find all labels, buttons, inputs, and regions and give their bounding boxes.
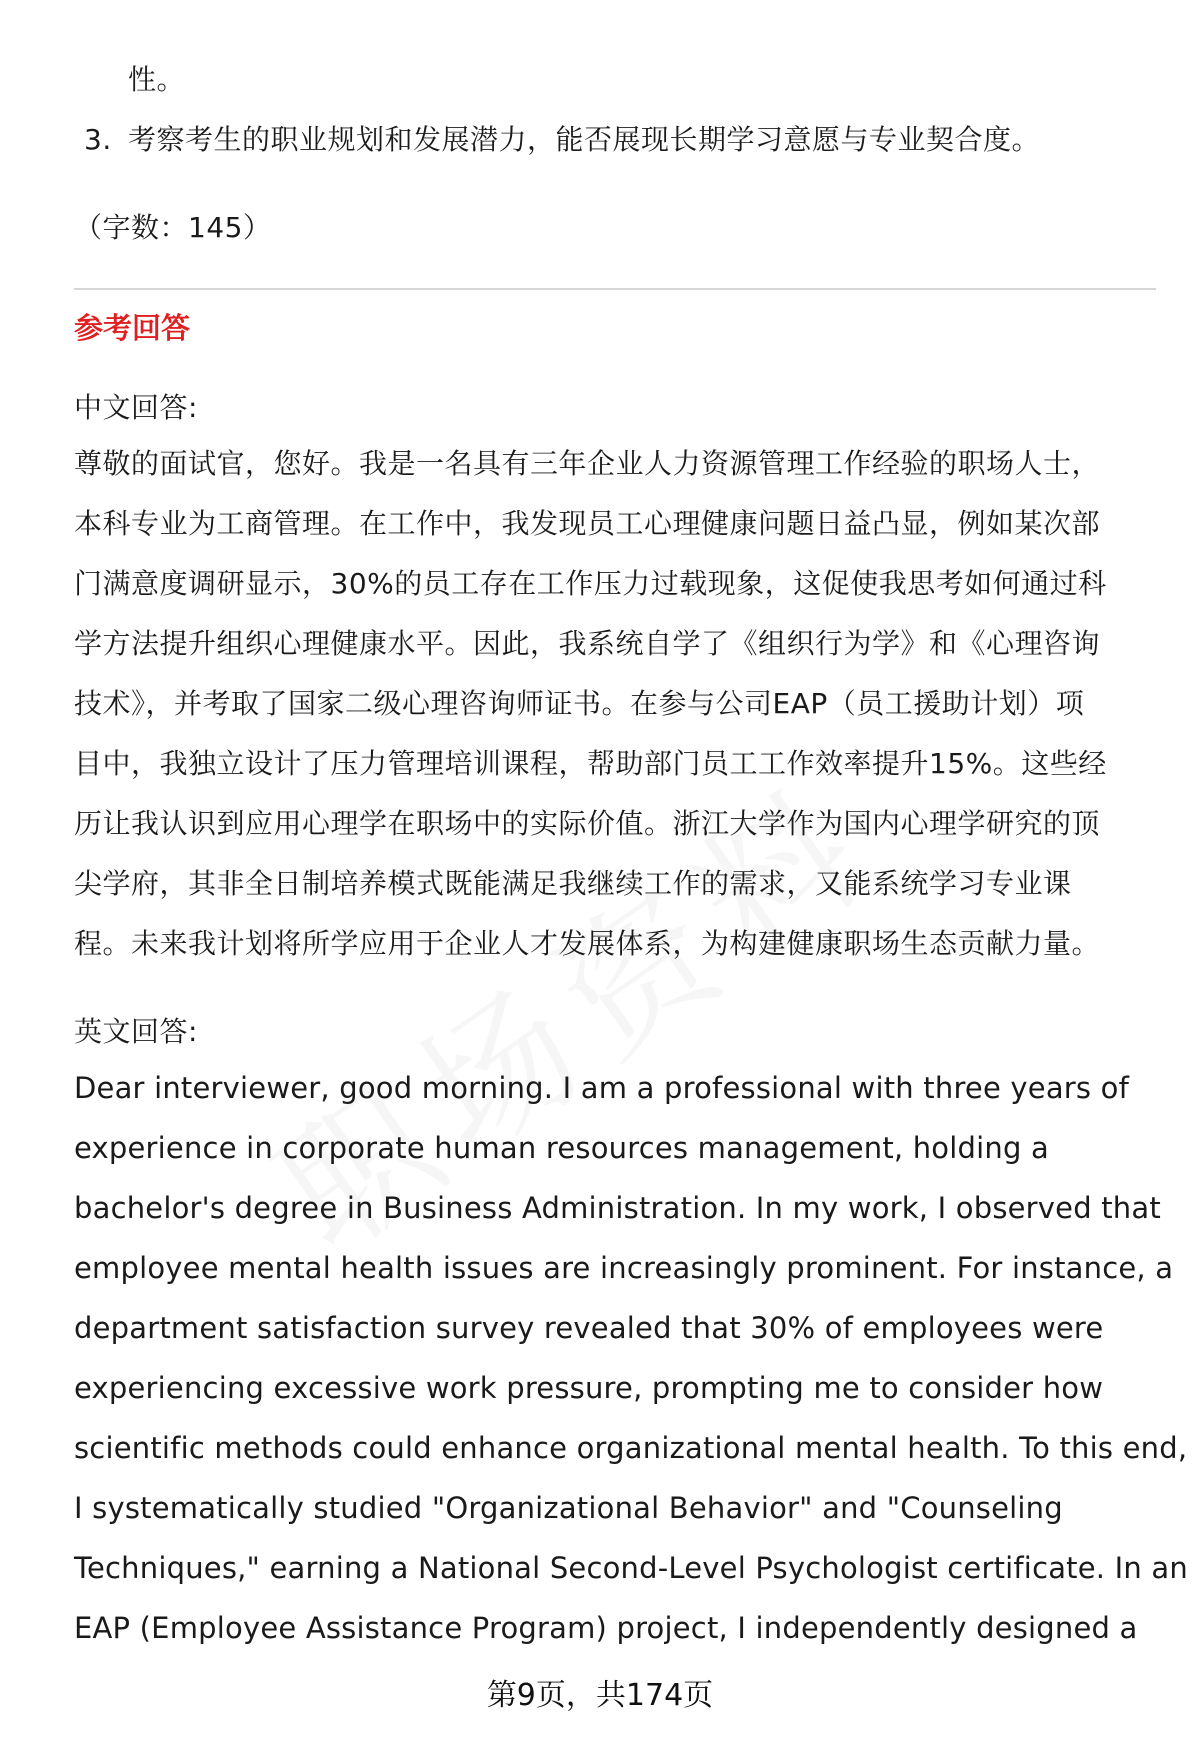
- english-answer-label: 英文回答:: [74, 1015, 198, 1048]
- chinese-answer-paragraph: [74, 434, 1164, 974]
- chinese-answer-label: 中文回答:: [74, 391, 198, 424]
- paragraph-line: 尖学府，其非全日制培养模式既能满足我继续工作的需求，又能系统学习专业课: [74, 867, 1072, 900]
- continuation-text: 性。: [128, 63, 186, 96]
- paragraph-line: 历让我认识到应用心理学在职场中的实际价值。浙江大学作为国内心理学研究的顶: [74, 807, 1101, 840]
- section-title: 参考回答: [74, 311, 191, 345]
- word-count: （字数：145）: [74, 211, 272, 244]
- paragraph-line: 目中，我独立设计了压力管理培训课程，帮助部门员工工作效率提升15%。这些经: [74, 747, 1107, 780]
- section-divider: [74, 288, 1156, 290]
- paragraph-line: experience in corporate human resources management, holding a: [74, 1131, 1049, 1165]
- paragraph-line: 门满意度调研显示，30%的员工存在工作压力过载现象，这促使我思考如何通过科: [74, 567, 1107, 600]
- paragraph-line: bachelor's degree in Business Administration. In my work, I observed that: [74, 1191, 1161, 1225]
- english-answer-paragraph: [74, 1058, 1188, 1658]
- paragraph-line: employee mental health issues are increasingly prominent. For instance, a: [74, 1251, 1174, 1285]
- paragraph-line: Dear interviewer, good morning. I am a professional with three years of: [74, 1071, 1130, 1105]
- paragraph-line: 程。未来我计划将所学应用于企业人才发展体系，为构建健康职场生态贡献力量。: [74, 927, 1101, 960]
- list-item-number: 3.: [84, 123, 112, 156]
- page-number-footer: 第9页，共174页: [486, 1678, 714, 1713]
- paragraph-line: experiencing excessive work pressure, prompting me to consider how: [74, 1371, 1104, 1405]
- paragraph-line: 技术》，并考取了国家二级心理咨询师证书。在参与公司EAP（员工援助计划）项: [74, 687, 1085, 720]
- paragraph-line: 学方法提升组织心理健康水平。因此，我系统自学了《组织行为学》和《心理咨询: [74, 627, 1101, 660]
- paragraph-line: 尊敬的面试官，您好。我是一名具有三年企业人力资源管理工作经验的职场人士，: [74, 447, 1101, 480]
- paragraph-line: EAP (Employee Assistance Program) project, I independently designed a: [74, 1611, 1138, 1645]
- paragraph-line: scientific methods could enhance organizational mental health. To this end,: [74, 1431, 1188, 1465]
- paragraph-line: department satisfaction survey revealed that 30% of employees were: [74, 1311, 1104, 1345]
- paragraph-line: 本科专业为工商管理。在工作中，我发现员工心理健康问题日益凸显，例如某次部: [74, 507, 1101, 540]
- list-item-text: 考察考生的职业规划和发展潜力，能否展现长期学习意愿与专业契合度。: [128, 123, 1041, 156]
- paragraph-line: Techniques," earning a National Second-Level Psychologist certificate. In an: [74, 1551, 1188, 1585]
- paragraph-line: I systematically studied "Organizational Behavior" and "Counseling: [74, 1491, 1063, 1525]
